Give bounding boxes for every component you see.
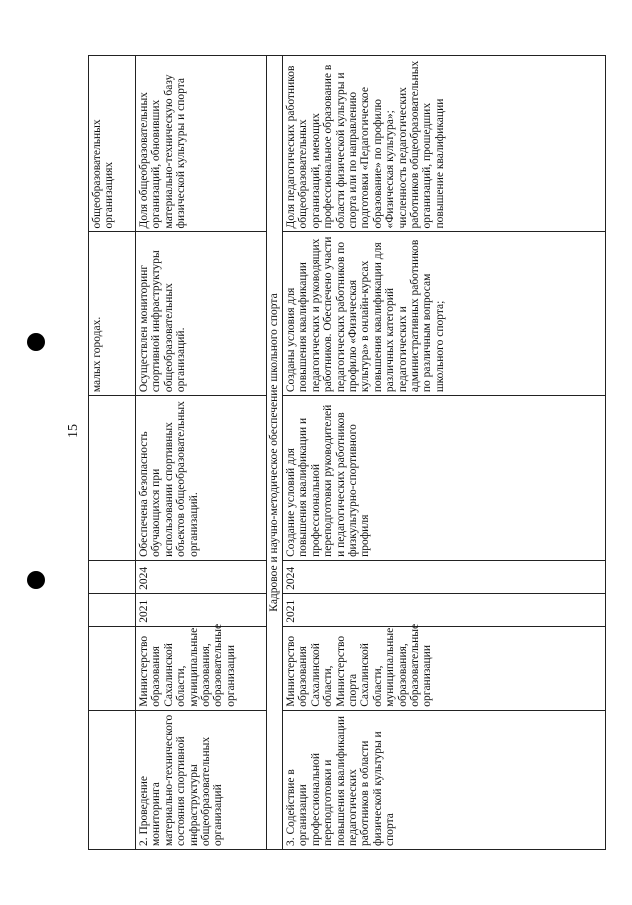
cell-completed: Осуществлен мониторинг спортивной инфраструктуры общеобразовательных организаций. <box>136 232 267 396</box>
cell-responsible: Министерство образования Сахалинской области, муниципальные образования, образовательные организации <box>136 626 267 710</box>
cell-empty <box>89 396 136 561</box>
cell-result: Обеспечена безопасность обучающихся при использовании спортивных объектов общеобразовательных организаций. <box>136 396 267 561</box>
cell-start-year: 2021 <box>136 593 267 626</box>
cell-empty <box>89 560 136 593</box>
cell-end-year: 2024 <box>136 560 267 593</box>
cell-completed: малых городах. <box>89 232 136 396</box>
cell-responsible: Министерство образования Сахалинской области, Министерство спорта Сахалинской области, муниципальные образования, образовательные организации <box>283 626 606 710</box>
cell-measure: 2. Проведение мониторинга материально-технического состояния спортивной инфраструктуры общеобразовательных организаций <box>136 710 267 849</box>
cell-completed: Созданы условия для повышения квалификации педагогических и руководящих работников. Обеспечено участи педагогических работников по профилю «Физическая культура» в онлайн-курсах повышения квалификации для различных категорий педагогических и административных работников по различным вопросам школьного спорта; <box>283 232 606 396</box>
rotated-table-container <box>88 55 606 850</box>
cell-indicator: Доля общеобразовательных организаций, обновивших материально-техническую базу физической культуры и спорта <box>136 56 267 232</box>
table-row-continuation <box>89 56 136 850</box>
cell-empty <box>89 626 136 710</box>
table-row-2 <box>136 56 267 850</box>
measures-table <box>88 55 606 850</box>
cell-end-year: 2024 <box>283 560 606 593</box>
table-row-3 <box>283 56 606 850</box>
page-number: 15 <box>66 424 81 438</box>
cell-empty <box>89 710 136 849</box>
cell-indicator: Доля педагогических работников общеобразовательных организаций, имеющих профессиональное образование в области физической культуры и спорта или по направлению подготовки «Педагогическое образование» по профилю «Физическая культура»; численность педагогических работников общеобразовательных организаций, прошедших повышение квалификации <box>283 56 606 232</box>
cell-empty <box>89 593 136 626</box>
cell-result: Создание условий для повышения квалификации и профессиональной переподготовки руководителей и педагогических работников физкультурно-спортивного профиля <box>283 396 606 561</box>
punch-hole-top <box>27 333 45 351</box>
section-header-row <box>267 56 283 850</box>
cell-measure: 3. Содействие в организации профессиональной переподготовки и повышения квалификации педагогических работников в области физической культуры и спорта <box>283 710 606 849</box>
cell-start-year: 2021 <box>283 593 606 626</box>
cell-indicator: общеобразовательных организациях <box>89 56 136 232</box>
punch-hole-bottom <box>27 571 45 589</box>
section-header: Кадровое и научно-методическое обеспечение школьного спорта <box>267 56 283 850</box>
